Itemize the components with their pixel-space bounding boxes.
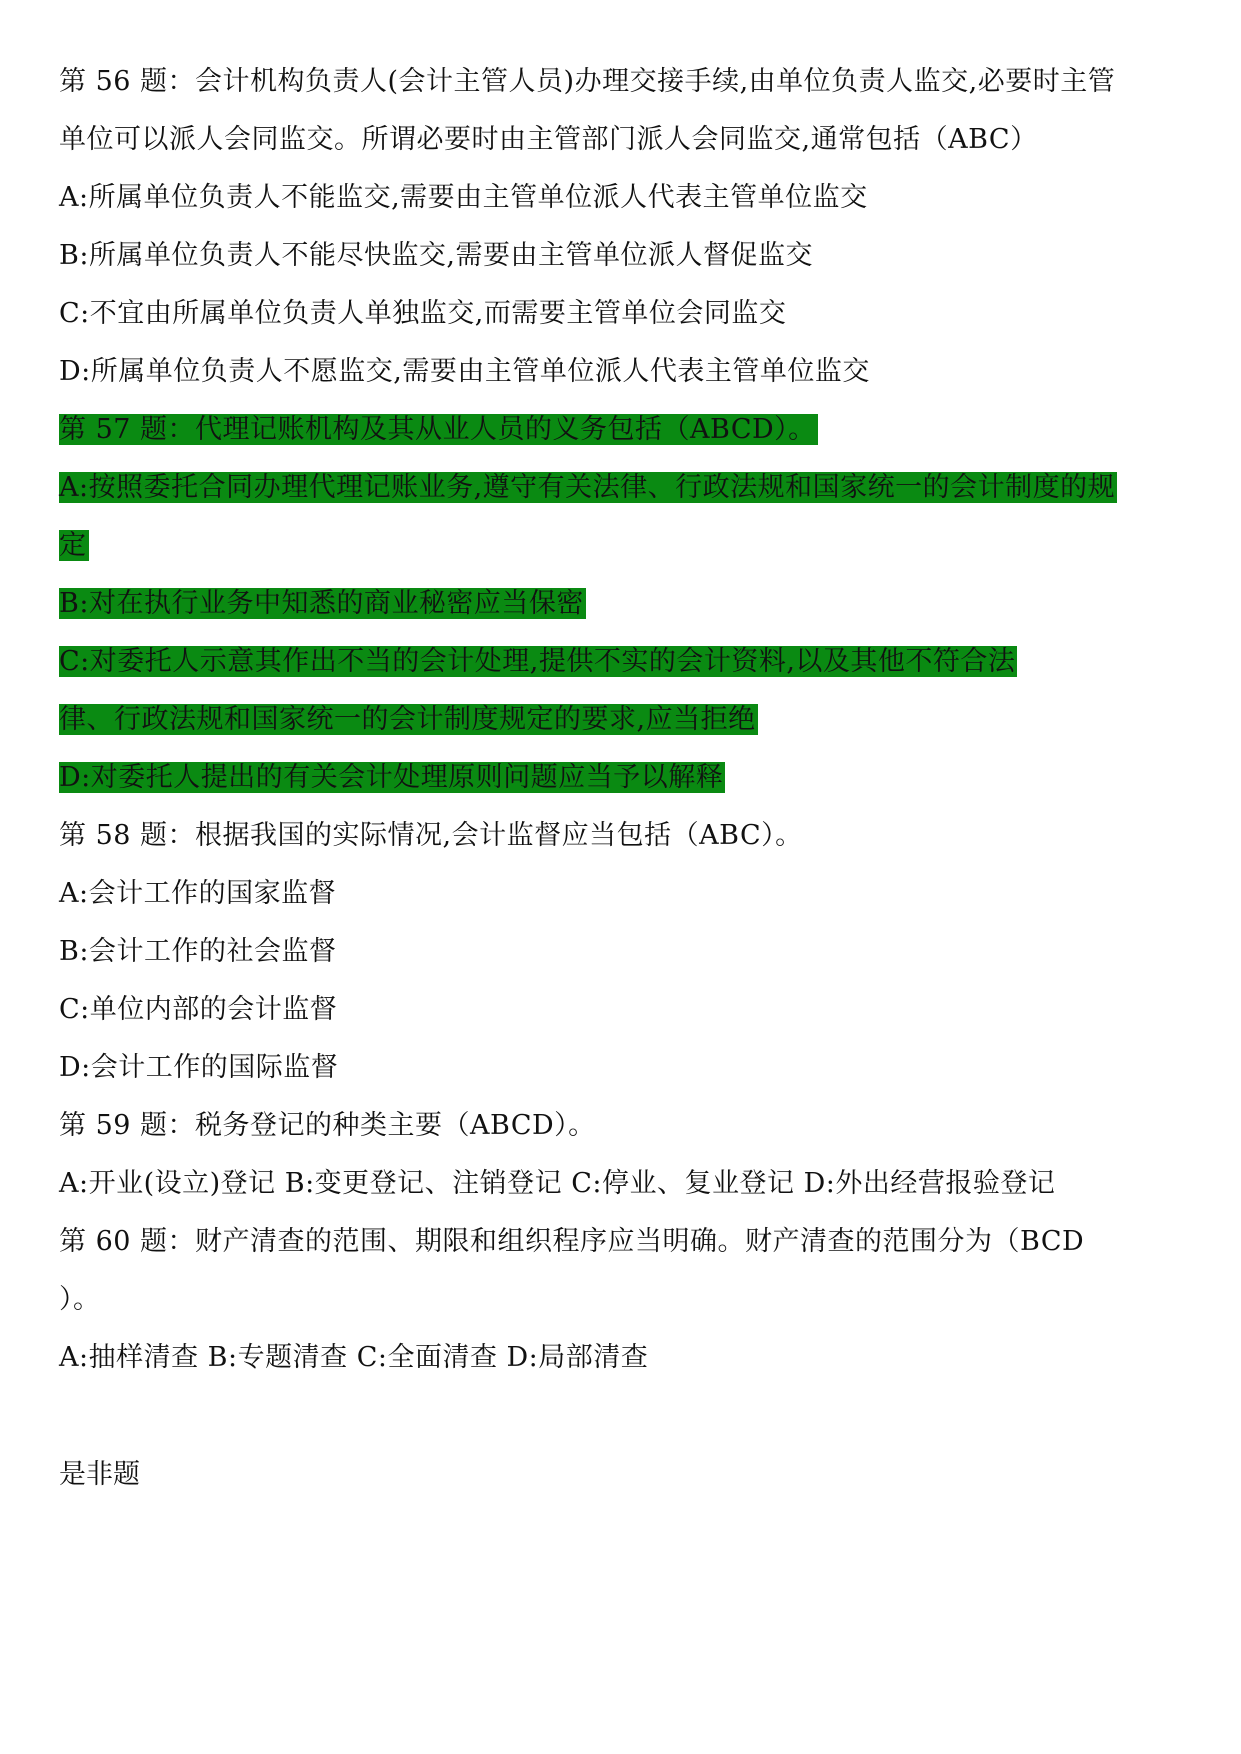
question-59-options: A:开业(设立)登记 B:变更登记、注销登记 C:停业、复业登记 D:外出经营报验登记 — [59, 1168, 1056, 1199]
question-56-option-d: D:所属单位负责人不愿监交,需要由主管单位派人代表主管单位监交 — [59, 356, 870, 387]
question-57-option-b-highlight: B:对在执行业务中知悉的商业秘密应当保密 — [59, 588, 584, 619]
question-58-option-c: C:单位内部的会计监督 — [59, 994, 338, 1025]
question-57-option-a-highlight: A:按照委托合同办理代理记账业务,遵守有关法律、行政法规和国家统一的会计制度的规 — [59, 472, 1116, 503]
question-57-option-b — [59, 584, 586, 624]
question-57-option-c — [59, 642, 1017, 682]
question-56-option-b: B:所属单位负责人不能尽快监交,需要由主管单位派人督促监交 — [59, 240, 814, 271]
question-60-options: A:抽样清查 B:专题清查 C:全面清查 D:局部清查 — [59, 1342, 649, 1373]
question-58-option-d: D:会计工作的国际监督 — [59, 1052, 339, 1083]
question-59-line-1: 第 59 题：税务登记的种类主要（ABCD）。 — [59, 1110, 596, 1141]
question-57-option-c-cont — [59, 700, 758, 740]
question-57-option-c-cont-highlight: 律、行政法规和国家统一的会计制度规定的要求,应当拒绝 — [59, 704, 756, 735]
section-title-true-false: 是非题 — [59, 1459, 140, 1490]
question-57-line-1 — [59, 410, 818, 450]
question-58-line-1: 第 58 题：根据我国的实际情况,会计监督应当包括（ABC）。 — [59, 820, 803, 851]
question-56-line-2: 单位可以派人会同监交。所谓必要时由主管部门派人会同监交,通常包括（ABC） — [59, 124, 1038, 155]
question-57-option-a-cont-highlight: 定 — [59, 530, 87, 561]
question-58-option-a: A:会计工作的国家监督 — [59, 878, 337, 909]
question-57-option-a — [59, 468, 1117, 508]
question-56-option-a: A:所属单位负责人不能监交,需要由主管单位派人代表主管单位监交 — [59, 182, 868, 213]
question-56-option-c: C:不宜由所属单位负责人单独监交,而需要主管单位会同监交 — [59, 298, 787, 329]
question-60-line-2: ）。 — [59, 1284, 101, 1315]
question-57-stem-highlight: 第 57 题：代理记账机构及其从业人员的义务包括（ABCD）。 — [59, 414, 816, 445]
question-57-option-a-cont — [59, 526, 89, 566]
question-56-line-1: 第 56 题：会计机构负责人(会计主管人员)办理交接手续,由单位负责人监交,必要时主管 — [59, 66, 1116, 97]
question-58-option-b: B:会计工作的社会监督 — [59, 936, 337, 967]
question-57-option-d-highlight: D:对委托人提出的有关会计处理原则问题应当予以解释 — [59, 762, 724, 793]
question-60-line-1: 第 60 题：财产清查的范围、期限和组织程序应当明确。财产清查的范围分为（BCD — [59, 1226, 1085, 1257]
question-57-option-c-highlight: C:对委托人示意其作出不当的会计处理,提供不实的会计资料,以及其他不符合法 — [59, 646, 1016, 677]
question-57-option-d — [59, 758, 725, 798]
